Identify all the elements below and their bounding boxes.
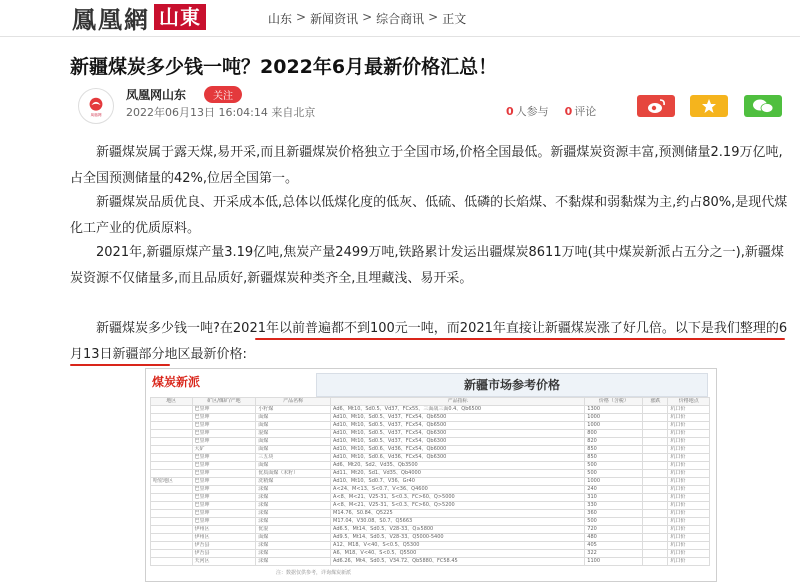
table-cell: 坑口价 bbox=[668, 486, 710, 494]
share-wechat-button[interactable] bbox=[744, 95, 782, 117]
table-cell: 巴里坤 bbox=[192, 438, 256, 446]
weibo-icon bbox=[646, 98, 666, 114]
table-row bbox=[151, 542, 710, 550]
table-cell bbox=[643, 534, 668, 542]
table-header-row bbox=[151, 398, 710, 406]
table-brand: 煤炭新派 bbox=[152, 375, 201, 389]
table-cell: 坑口价 bbox=[668, 462, 710, 470]
table-cell: 伊吾县 bbox=[192, 542, 256, 550]
table-cell: 坑口价 bbox=[668, 494, 710, 502]
publish-date: 2022年06月13日 16:04:14 来自北京 bbox=[126, 106, 316, 119]
table-cell: 1000 bbox=[585, 422, 643, 430]
col-spec: 产品指标 bbox=[331, 398, 585, 406]
table-cell bbox=[643, 478, 668, 486]
top-header bbox=[0, 0, 800, 37]
table-row bbox=[151, 438, 710, 446]
table-cell: Ad10、Mt10、Sd0.5、Vd37、FCx54、Qb6300 bbox=[331, 430, 585, 438]
table-cell: 优混 bbox=[256, 526, 331, 534]
table-cell: 沫煤 bbox=[256, 502, 331, 510]
table-cell bbox=[151, 414, 193, 422]
table-cell bbox=[151, 470, 193, 478]
table-cell bbox=[643, 510, 668, 518]
participants-label: 人参与 bbox=[515, 105, 549, 118]
table-row bbox=[151, 422, 710, 430]
table-cell: 坑口价 bbox=[668, 430, 710, 438]
table-cell: 伊吾县 bbox=[192, 550, 256, 558]
table-row bbox=[151, 414, 710, 422]
favorite-button[interactable] bbox=[690, 95, 728, 117]
table-cell: Ad10、Mt10、Sd0.6、Vd36、FCx54、Qb6300 bbox=[331, 454, 585, 462]
table-cell: 哈密地区 bbox=[151, 478, 193, 486]
table-cell: 坑口价 bbox=[668, 406, 710, 414]
table-cell bbox=[643, 486, 668, 494]
wechat-icon bbox=[752, 98, 774, 114]
table-cell bbox=[151, 494, 193, 502]
table-cell: Ad6.5、Mt14、Sd0.5、V28-33、Q≥5800 bbox=[331, 526, 585, 534]
table-cell: 优质面煤（末籽） bbox=[256, 470, 331, 478]
table-cell: 面煤 bbox=[256, 438, 331, 446]
breadcrumb-separator: > bbox=[362, 10, 373, 24]
table-cell bbox=[151, 438, 193, 446]
table-cell bbox=[151, 486, 193, 494]
table-cell: 伊州区 bbox=[192, 534, 256, 542]
col-region: 地区 bbox=[151, 398, 193, 406]
table-cell: 沫煤 bbox=[256, 486, 331, 494]
table-cell: 240 bbox=[585, 486, 643, 494]
table-cell bbox=[151, 526, 193, 534]
highlight-underline bbox=[255, 338, 785, 340]
table-cell bbox=[643, 518, 668, 526]
table-cell: 三五块 bbox=[256, 454, 331, 462]
avatar[interactable] bbox=[78, 88, 114, 124]
table-cell: 沫煤 bbox=[256, 518, 331, 526]
table-cell: 面煤 bbox=[256, 534, 331, 542]
table-cell bbox=[151, 510, 193, 518]
table-cell: 坑口价 bbox=[668, 558, 710, 566]
table-cell: 坑口价 bbox=[668, 446, 710, 454]
table-cell: 坑口价 bbox=[668, 534, 710, 542]
table-cell bbox=[643, 414, 668, 422]
comments-count: 0 bbox=[564, 105, 573, 118]
table-cell: Ad10、Mt10、Sd0.5、Vd37、FCx54、Qb6500 bbox=[331, 414, 585, 422]
paragraph-2: 新疆煤炭品质优良、开采成本低,总体以低煤化度的低灰、低硫、低磷的长焰煤、不黏煤和弱黏煤为主,约占80%,是现代煤化工产业的优质原料。 bbox=[70, 195, 788, 236]
table-cell: 坑口价 bbox=[668, 526, 710, 534]
table-cell: 1300 bbox=[585, 406, 643, 414]
table-cell: A12、M18、V<40、S<0.5、Q5300 bbox=[331, 542, 585, 550]
table-cell: 850 bbox=[585, 454, 643, 462]
col-price: 价格（含税） bbox=[585, 398, 643, 406]
highlight-underline bbox=[70, 364, 170, 366]
star-icon bbox=[701, 98, 717, 114]
table-cell bbox=[151, 550, 193, 558]
table-cell bbox=[151, 558, 193, 566]
table-cell: 1000 bbox=[585, 414, 643, 422]
table-row bbox=[151, 430, 710, 438]
table-cell: 850 bbox=[585, 446, 643, 454]
phoenix-logo-icon bbox=[85, 95, 107, 117]
table-cell bbox=[151, 430, 193, 438]
table-row bbox=[151, 470, 710, 478]
table-cell bbox=[643, 430, 668, 438]
table-cell: 巴里坤 bbox=[192, 462, 256, 470]
table-cell: 巴里坤 bbox=[192, 518, 256, 526]
table-cell: 322 bbox=[585, 550, 643, 558]
table-row bbox=[151, 518, 710, 526]
table-cell: 330 bbox=[585, 502, 643, 510]
table-cell: 巴里坤 bbox=[192, 494, 256, 502]
table-cell bbox=[643, 542, 668, 550]
table-row bbox=[151, 510, 710, 518]
breadcrumb-item-shandong[interactable]: 山东 bbox=[268, 12, 293, 26]
table-cell: Ad6、Mt10、Sd0.5、Vd37、FCx55、三面战三面0.4、Qb6500 bbox=[331, 406, 585, 414]
breadcrumb-separator: > bbox=[296, 10, 307, 24]
table-cell: 坑口价 bbox=[668, 414, 710, 422]
table-cell: Ad6、Mt20、Sd2、Vd35、Qb3500 bbox=[331, 462, 585, 470]
table-cell: 720 bbox=[585, 526, 643, 534]
table-cell: 500 bbox=[585, 462, 643, 470]
table-cell: 1000 bbox=[585, 478, 643, 486]
breadcrumb-item-article: 正文 bbox=[442, 12, 467, 26]
paragraph-4: 新疆煤炭多少钱一吨?在2021年以前普遍都不到100元一吨，而2021年直接让新疆煤炭涨了好几倍。以下是我们整理的6月13日新疆部分地区最新价格: bbox=[70, 321, 788, 362]
table-cell: 坑口价 bbox=[668, 422, 710, 430]
table-cell bbox=[151, 502, 193, 510]
table-cell: 大矿 bbox=[192, 446, 256, 454]
table-cell: Ad10、Mt10、Sd0.5、Vd37、FCx54、Qb6500 bbox=[331, 422, 585, 430]
table-row bbox=[151, 534, 710, 542]
table-cell bbox=[151, 518, 193, 526]
table-cell: 沫煤 bbox=[256, 510, 331, 518]
table-cell bbox=[643, 550, 668, 558]
col-location: 价格地点 bbox=[668, 398, 710, 406]
table-cell: 310 bbox=[585, 494, 643, 502]
table-cell bbox=[151, 454, 193, 462]
table-cell: 面煤 bbox=[256, 446, 331, 454]
table-cell: 面煤 bbox=[256, 422, 331, 430]
col-product: 产品名称 bbox=[256, 398, 331, 406]
table-cell: 混煤 bbox=[256, 430, 331, 438]
table-cell: 面煤 bbox=[256, 414, 331, 422]
table-cell: Ad10、Mt10、Sd0.7、V36、Gr40 bbox=[331, 478, 585, 486]
price-table-image bbox=[145, 368, 717, 582]
table-cell: 坑口价 bbox=[668, 502, 710, 510]
table-cell: 沫煤 bbox=[256, 558, 331, 566]
table-cell: 沫煤 bbox=[256, 494, 331, 502]
breadcrumb-separator: > bbox=[428, 10, 439, 24]
table-cell bbox=[151, 534, 193, 542]
table-row bbox=[151, 406, 710, 414]
table-footnote: 注：数据仅供参考，详询煤炭新派 bbox=[276, 570, 352, 576]
logo-text: 鳳凰網 bbox=[72, 4, 150, 34]
table-cell: 坑口价 bbox=[668, 478, 710, 486]
col-change: 涨跌 bbox=[643, 398, 668, 406]
table-row bbox=[151, 446, 710, 454]
table-cell bbox=[643, 406, 668, 414]
breadcrumb bbox=[268, 10, 466, 27]
table-cell: 小籽煤 bbox=[256, 406, 331, 414]
table-cell: 坑口价 bbox=[668, 518, 710, 526]
share-weibo-button[interactable] bbox=[637, 95, 675, 117]
table-cell bbox=[151, 462, 193, 470]
table-cell bbox=[643, 494, 668, 502]
table-row bbox=[151, 454, 710, 462]
table-cell: 巴里坤 bbox=[192, 470, 256, 478]
table-cell: 坑口价 bbox=[668, 470, 710, 478]
follow-button[interactable]: 关注 bbox=[204, 86, 242, 103]
table-cell bbox=[643, 462, 668, 470]
table-row bbox=[151, 462, 710, 470]
table-cell: 沫煤 bbox=[256, 542, 331, 550]
table-cell: M14.76、S0.84、Q5225 bbox=[331, 510, 585, 518]
table-title: 新疆市场参考价格 bbox=[316, 373, 708, 397]
table-cell: 坑口价 bbox=[668, 542, 710, 550]
table-cell bbox=[643, 454, 668, 462]
breadcrumb-item-business[interactable]: 综合商讯 bbox=[376, 12, 425, 26]
table-cell: 巴里坤 bbox=[192, 422, 256, 430]
comments-link[interactable] bbox=[565, 103, 597, 119]
table-cell: 820 bbox=[585, 438, 643, 446]
table-row bbox=[151, 478, 710, 486]
table-cell: 沫煤 bbox=[256, 550, 331, 558]
table-cell bbox=[151, 406, 193, 414]
table-cell: Ad6.26、Mt4、Sd0.5、V34.72、Qb5880、FC58.45 bbox=[331, 558, 585, 566]
table-cell: A<8、M<21、V25-31、S<0.3、FC>60、Q>5000 bbox=[331, 494, 585, 502]
table-cell: Ad10、Mt10、Sd0.6、Vd36、FCx54、Qb6000 bbox=[331, 446, 585, 454]
table-row bbox=[151, 526, 710, 534]
site-logo[interactable] bbox=[72, 2, 206, 32]
breadcrumb-item-news[interactable]: 新闻资讯 bbox=[310, 12, 359, 26]
table-row bbox=[151, 494, 710, 502]
col-mine: 矿区/煤矿/产地 bbox=[192, 398, 256, 406]
table-cell: Ad10、Mt10、Sd0.5、Vd37、FCx54、Qb6300 bbox=[331, 438, 585, 446]
participants-count: 0 bbox=[506, 105, 514, 118]
table-cell: 360 bbox=[585, 510, 643, 518]
table-cell: 1100 bbox=[585, 558, 643, 566]
table-cell: 巴里坤 bbox=[192, 454, 256, 462]
author-name[interactable]: 凤凰网山东 bbox=[126, 88, 187, 102]
table-cell: 405 bbox=[585, 542, 643, 550]
table-cell: Ad9.5、Mt14、Sd0.5、V28-33、Q5000-5400 bbox=[331, 534, 585, 542]
table-cell: 800 bbox=[585, 430, 643, 438]
table-cell: 坑口价 bbox=[668, 510, 710, 518]
paragraph-1: 新疆煤炭属于露天煤,易开采,而且新疆煤炭价格独立于全国市场,价格全国最低。新疆煤炭资源丰富,预测储量2.19万亿吨,占全国预测储量的42%,位居全国第一。 bbox=[70, 145, 783, 186]
table-cell bbox=[643, 558, 668, 566]
table-cell: A6、M18、V<40、S<0.5、Q5500 bbox=[331, 550, 585, 558]
table-cell: 巴里坤 bbox=[192, 486, 256, 494]
table-cell: 洗精煤 bbox=[256, 478, 331, 486]
table-cell bbox=[643, 422, 668, 430]
table-row bbox=[151, 558, 710, 566]
table-cell bbox=[151, 542, 193, 550]
table-cell: 500 bbox=[585, 470, 643, 478]
table-cell bbox=[643, 502, 668, 510]
table-cell: 坑口价 bbox=[668, 550, 710, 558]
table-cell bbox=[643, 470, 668, 478]
table-cell: 巴里坤 bbox=[192, 502, 256, 510]
logo-region: 山東 bbox=[154, 4, 206, 30]
article-title: 新疆煤炭多少钱一吨？2022年6月最新价格汇总！ bbox=[70, 56, 498, 78]
table-cell: A<8、M<21、V25-31、S<0.3、FC>60、Q>5200 bbox=[331, 502, 585, 510]
table-cell: 500 bbox=[585, 518, 643, 526]
table-cell: 天河区 bbox=[192, 558, 256, 566]
comments-label: 评论 bbox=[574, 105, 597, 118]
table-cell: 面煤 bbox=[256, 462, 331, 470]
paragraph-3: 2021年,新疆原煤产量3.19亿吨,焦炭产量2499万吨,铁路累计发运出疆煤炭8611万吨(其中煤炭新派占五分之一),新疆煤炭资源不仅储量多,而且品质好,新疆煤炭种类齐全,且埋藏浅、易开采。 bbox=[70, 245, 784, 286]
article-stats bbox=[506, 103, 596, 119]
avatar-caption: 凤凰网 bbox=[90, 113, 102, 117]
table-cell: 巴里坤 bbox=[192, 510, 256, 518]
table-cell: A<24、M<13、S<0.7、V<36、Q4600 bbox=[331, 486, 585, 494]
table-cell bbox=[643, 446, 668, 454]
table-cell bbox=[151, 422, 193, 430]
table-row bbox=[151, 550, 710, 558]
table-cell: 巴里坤 bbox=[192, 406, 256, 414]
participants-link[interactable] bbox=[506, 103, 549, 119]
price-table bbox=[150, 397, 710, 566]
table-cell: 巴里坤 bbox=[192, 414, 256, 422]
table-row bbox=[151, 486, 710, 494]
table-cell bbox=[151, 446, 193, 454]
table-cell: 伊州区 bbox=[192, 526, 256, 534]
table-cell bbox=[643, 526, 668, 534]
table-cell: 坑口价 bbox=[668, 454, 710, 462]
table-cell: 巴里坤 bbox=[192, 430, 256, 438]
table-cell: 巴里坤 bbox=[192, 478, 256, 486]
table-cell: M17.04、V30.08、S0.7、Q5663 bbox=[331, 518, 585, 526]
table-row bbox=[151, 502, 710, 510]
table-cell: Ad11、Mt20、Sd1、Vd35、Qb4000 bbox=[331, 470, 585, 478]
table-cell: 480 bbox=[585, 534, 643, 542]
table-cell bbox=[643, 438, 668, 446]
table-cell: 坑口价 bbox=[668, 438, 710, 446]
